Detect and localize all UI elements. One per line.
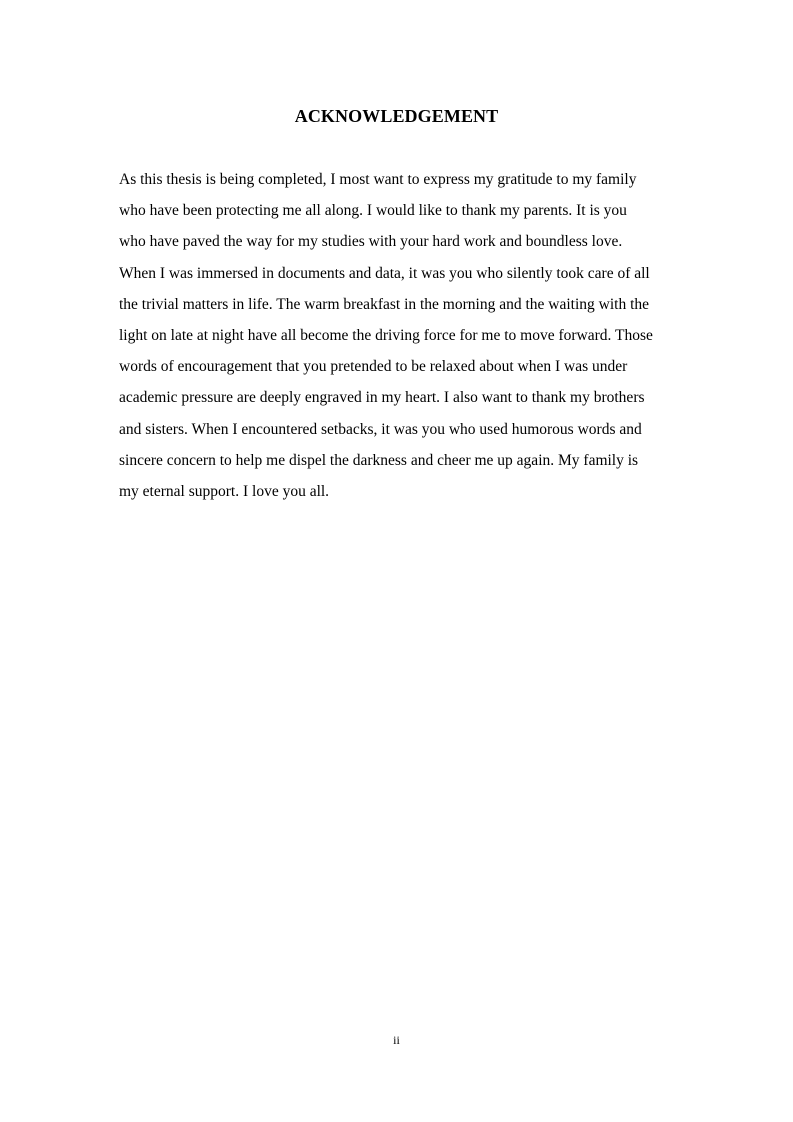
paragraph-line: sincere concern to help me dispel the darkness and cheer me up again. My family is <box>119 451 639 469</box>
page-number: ii <box>393 1033 400 1047</box>
paragraph-line: academic pressure are deeply engraved in my heart. I also want to thank my brothers <box>119 389 645 407</box>
acknowledgement-paragraph <box>119 164 679 507</box>
paragraph-line: words of encouragement that you pretended to be relaxed about when I was under <box>119 358 628 376</box>
paragraph-line: When I was immersed in documents and data, it was you who silently took care of all <box>119 264 650 282</box>
paragraph-line: who have been protecting me all along. I would like to thank my parents. It is you <box>119 202 627 220</box>
paragraph-line: As this thesis is being completed, I most want to express my gratitude to my family <box>119 171 637 188</box>
paragraph-line: who have paved the way for my studies with your hard work and boundless love. <box>119 233 623 251</box>
paragraph-line: light on late at night have all become the driving force for me to move forward. Those <box>119 326 653 344</box>
paragraph-line: the trivial matters in life. The warm breakfast in the morning and the waiting with the <box>119 295 650 313</box>
paragraph-line: and sisters. When I encountered setbacks, it was you who used humorous words and <box>119 420 642 438</box>
page-title: ACKNOWLEDGEMENT <box>294 106 499 126</box>
paragraph-line: my eternal support. I love you all. <box>119 482 330 500</box>
